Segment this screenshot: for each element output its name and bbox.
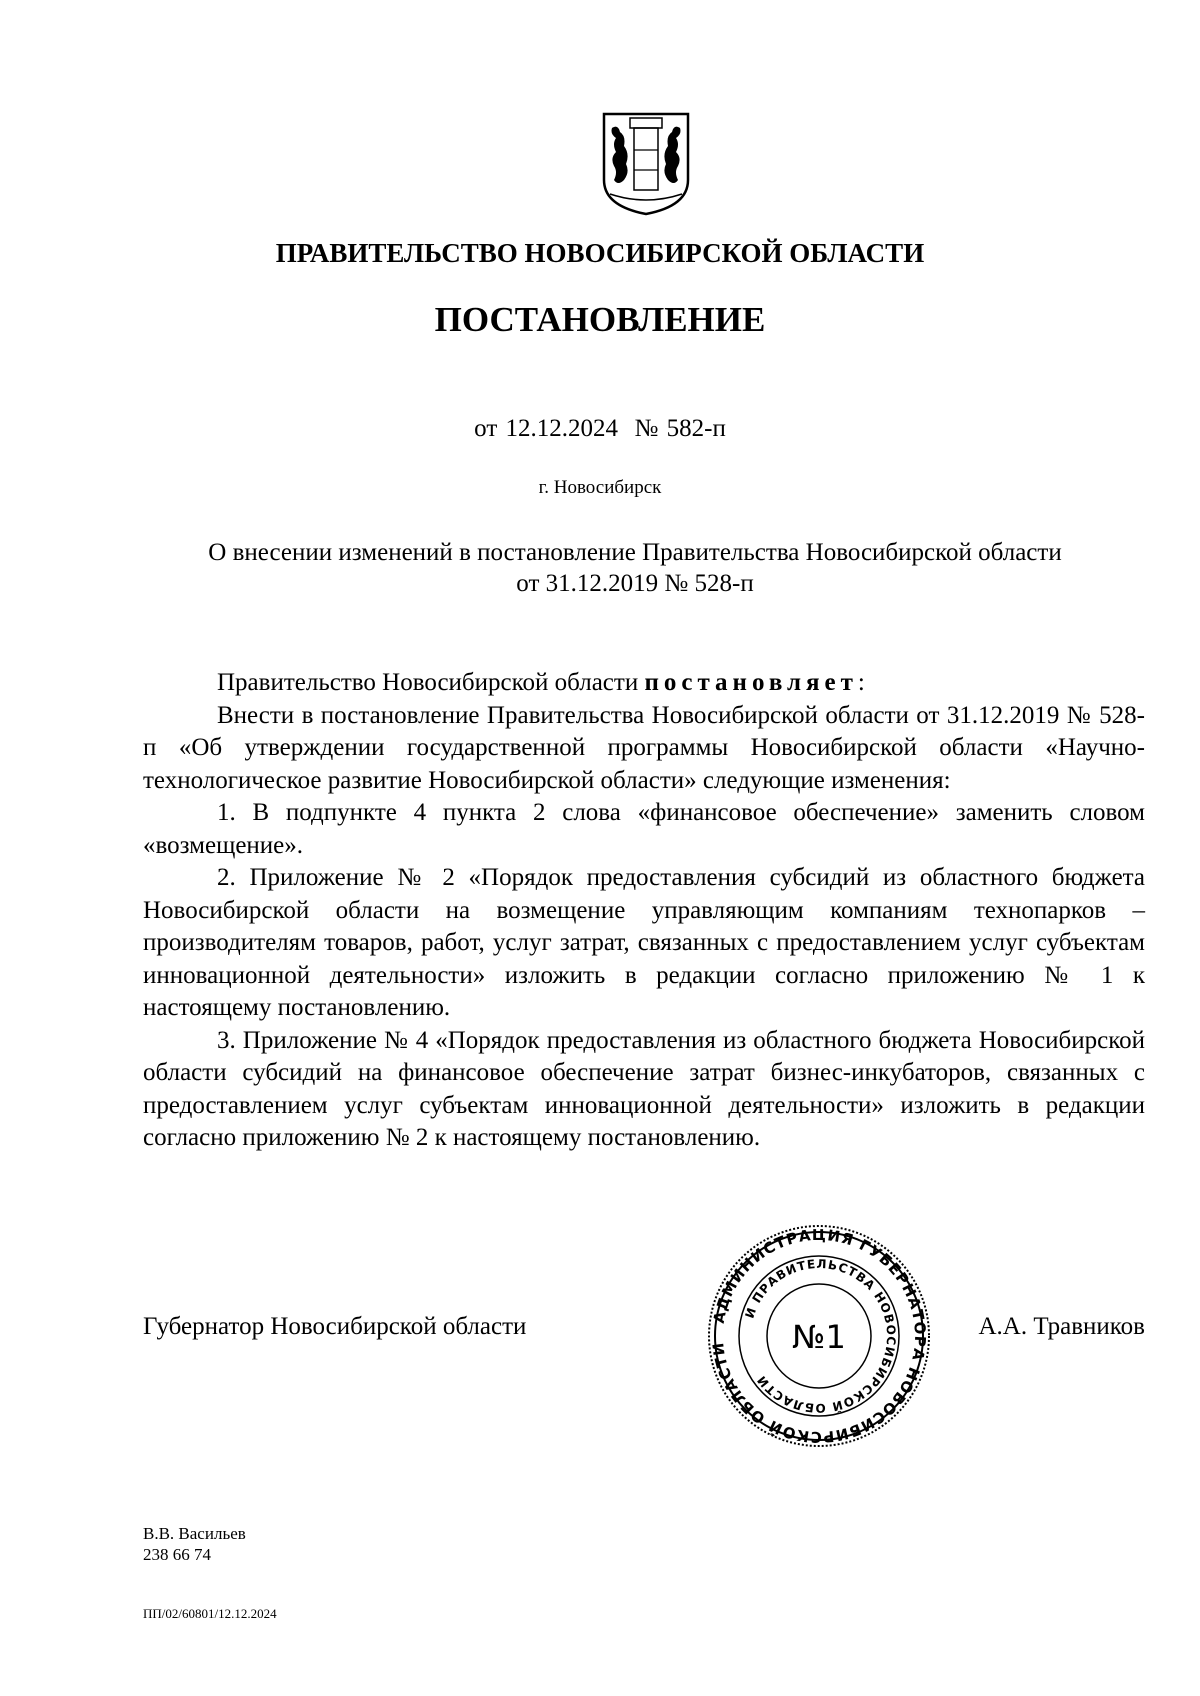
document-date-number: от 12.12.2024 № 582-п [474, 415, 726, 442]
subject-line-2: от 31.12.2019 № 528-п [516, 570, 754, 597]
document-type: ПОСТАНОВЛЕНИЕ [434, 300, 766, 339]
document-city: г. Новосибирск [538, 477, 662, 498]
signatory-name: А.А. Травников [978, 1313, 1145, 1340]
executor-name: В.В. Васильев [143, 1524, 246, 1543]
seal-inner-text: И ПРАВИТЕЛЬСТВА НОВОСИБИРСКОЙ ОБЛАСТИ [742, 1256, 899, 1416]
subject-line-1: О внесении изменений в постановление Правительства Новосибирской области [208, 539, 1062, 566]
intro-prefix: Правительство Новосибирской области [217, 669, 645, 696]
intro-paragraph [143, 667, 1145, 700]
intro-suffix: : [857, 669, 865, 696]
novosibirsk-coat-of-arms-icon [600, 110, 692, 218]
executor-phone: 238 66 74 [143, 1545, 211, 1564]
document-body [143, 667, 1145, 1155]
seal-number: №1 [792, 1318, 846, 1356]
paragraph-item-3: 3. Приложение № 4 «Порядок предоставления из областного бюджета Новосибирской области субсидий на финансовое обеспечение затрат бизнес-инкубаторов, связанных с предоставлением услуг субъектам инновационной деятельности» изложить в редакции согласно приложению № 2 к настоящему постановлению. [143, 1026, 1145, 1151]
document-code: ПП/02/60801/12.12.2024 [143, 1606, 277, 1621]
seal-outer-text: АДМИНИСТРАЦИЯ ГУБЕРНАТОРА НОВОСИБИРСКОЙ ОБЛАСТИ [709, 1225, 930, 1447]
intro-emphasis: постановляет [644, 669, 858, 696]
government-title: ПРАВИТЕЛЬСТВО НОВОСИБИРСКОЙ ОБЛАСТИ [275, 238, 925, 268]
paragraph-main: Внести в постановление Правительства Новосибирской области от 31.12.2019 № 528-п «Об утверждении государственной программы Новосибирской области «Научно-технологическое развитие Новосибирской области» следующие изменения: [143, 701, 1145, 794]
executor-block [143, 1523, 246, 1565]
document-subject [140, 537, 1130, 599]
signatory-position: Губернатор Новосибирской области [143, 1313, 527, 1340]
official-round-seal-icon [705, 1222, 933, 1450]
paragraph-item-2: 2. Приложение № 2 «Порядок предоставления субсидий из областного бюджета Новосибирской области на возмещение управляющим компаниям технопарков – производителям товаров, работ, услуг затрат, связанных с предоставлением услуг субъектам инновационной деятельности» изложить в редакции согласно приложению № 1 к настоящему постановлению. [143, 864, 1145, 1021]
paragraph-item-1: 1. В подпункте 4 пункта 2 слова «финансовое обеспечение» заменить словом «возмещение». [143, 799, 1145, 859]
